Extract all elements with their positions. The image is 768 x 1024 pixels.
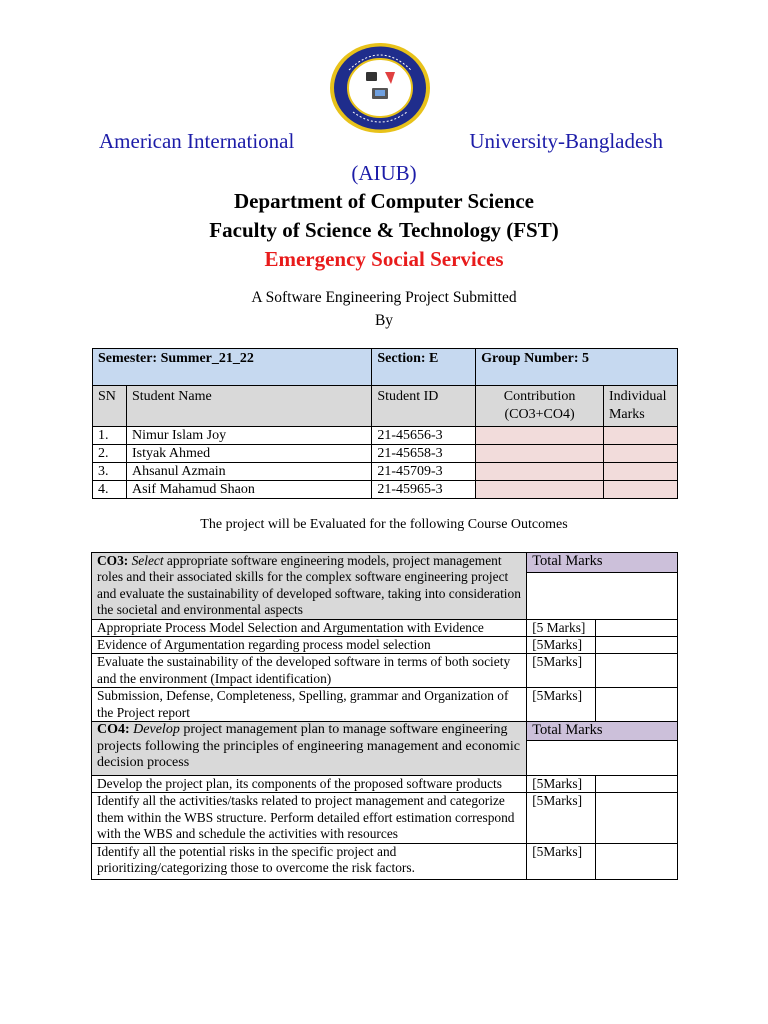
table-row [92,654,678,688]
criterion-score [596,793,678,843]
row-name: Istyak Ahmed [126,445,371,463]
row-id: 21-45658-3 [372,445,476,463]
university-abbreviation: (AIUB) [351,161,417,185]
contribution-cell [476,463,604,481]
section-cell: Section: E [372,349,476,386]
submitted-line: A Software Engineering Project Submitted [251,289,517,306]
criterion-score [596,843,678,879]
university-name-right: University-Bangladesh [469,129,663,153]
individual-marks-header-line2: Marks [608,407,645,422]
criterion-score [596,637,678,654]
criterion-score [596,688,678,722]
faculty-title: Faculty of Science & Technology (FST) [209,218,559,242]
criterion-marks: [5Marks] [527,688,596,722]
table-row [93,463,678,481]
co4-text: project management plan to manage software engineering projects following the principles of engineering management and economic decision process [97,722,520,771]
criterion-score [596,619,678,636]
criterion-marks: [5Marks] [527,776,596,793]
table-row [92,637,678,654]
contribution-cell [476,481,604,499]
co3-verb: Select [131,553,164,568]
co3-text: appropriate software engineering models, project management roles and their associated skills for the complex software engineering project and evaluate the sustainability of developed software, taking into consideration the societal and environmental aspects [97,553,521,618]
university-name-left: American International [99,129,295,153]
co4-label: CO4: [97,722,130,738]
row-id: 21-45709-3 [372,463,476,481]
criterion-score [596,654,678,688]
contribution-cell [476,427,604,445]
by-line: By [374,312,394,329]
table-row [92,776,678,793]
co4-total-marks-label: Total Marks [527,722,678,741]
group-table [92,348,678,499]
criterion-text: Submission, Defense, Completeness, Spelling, grammar and Organization of the Project report [92,688,527,722]
individual-marks-cell [603,427,677,445]
contribution-cell [476,445,604,463]
university-logo [329,42,431,134]
table-row [92,843,678,879]
individual-marks-header-line1: Individual [608,389,667,404]
criterion-text: Evaluate the sustainability of the developed software in terms of both society and the environment (Impact identification) [92,654,527,688]
co4-verb: Develop [133,722,180,738]
table-row [93,445,678,463]
row-sn: 4. [93,481,127,499]
criterion-text: Appropriate Process Model Selection and Argumentation with Evidence [92,619,527,636]
student-id-header: Student ID [372,386,476,427]
criterion-marks: [5 Marks] [527,619,596,636]
co3-description [92,553,527,620]
course-outcomes-table [91,552,678,880]
table-row [93,427,678,445]
table-row [93,481,678,499]
row-sn: 1. [93,427,127,445]
criterion-score [596,776,678,793]
table-row [92,793,678,843]
table-row [92,619,678,636]
student-name-header: Student Name [126,386,371,427]
column-header-row [93,386,678,427]
sn-header: SN [93,386,127,427]
criterion-text: Identify all the potential risks in the specific project and prioritizing/categorizing those to overcome the risk factors. [92,843,527,879]
criterion-marks: [5Marks] [527,843,596,879]
project-title: Emergency Social Services [264,247,504,271]
semester-cell: Semester: Summer_21_22 [93,349,372,386]
criterion-marks: [5Marks] [527,654,596,688]
contribution-header-line2: (CO3+CO4) [504,407,575,422]
criterion-text: Identify all the activities/tasks related to project management and categorize them within the WBS structure. Perform detailed effort estimation correspond with the WBS and schedule the activities with resources [92,793,527,843]
table-row [92,688,678,722]
co3-row [92,553,678,573]
criterion-marks: [5Marks] [527,793,596,843]
department-title: Department of Computer Science [234,189,534,213]
row-id: 21-45656-3 [372,427,476,445]
co3-label: CO3: [97,553,129,568]
evaluation-note: The project will be Evaluated for the following Course Outcomes [200,517,568,532]
row-sn: 2. [93,445,127,463]
contribution-header-line1: Contribution [503,389,576,404]
individual-marks-header [603,386,677,427]
individual-marks-cell [603,481,677,499]
group-number-cell: Group Number: 5 [476,349,678,386]
co4-total-marks-cell [527,741,678,776]
co4-row [92,722,678,741]
individual-marks-cell [603,463,677,481]
row-name: Asif Mahamud Shaon [126,481,371,499]
row-id: 21-45965-3 [372,481,476,499]
co3-total-marks-cell [527,572,678,619]
co3-total-marks-label: Total Marks [527,553,678,573]
co4-description [92,722,527,776]
individual-marks-cell [603,445,677,463]
contribution-header [476,386,604,427]
criterion-text: Develop the project plan, its components of the proposed software products [92,776,527,793]
row-name: Ahsanul Azmain [126,463,371,481]
criterion-text: Evidence of Argumentation regarding process model selection [92,637,527,654]
row-name: Nimur Islam Joy [126,427,371,445]
row-sn: 3. [93,463,127,481]
criterion-marks: [5Marks] [527,637,596,654]
